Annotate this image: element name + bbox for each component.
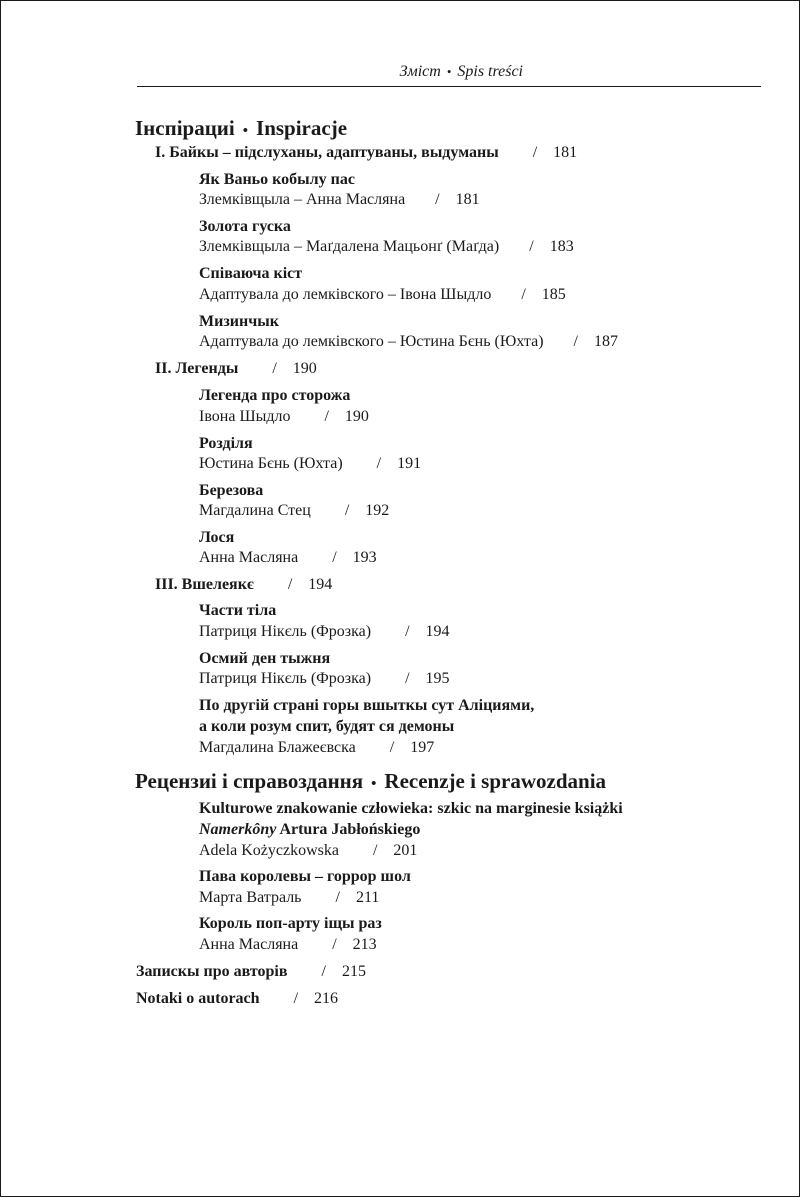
toc-entry-author-line bbox=[199, 738, 434, 758]
separator: / bbox=[529, 238, 534, 255]
page-number: 215 bbox=[341, 963, 366, 980]
toc-part-tales bbox=[155, 143, 577, 163]
toc-entry-author-line bbox=[199, 190, 480, 210]
page-number: 195 bbox=[425, 670, 450, 687]
toc-entry-title: Розділя bbox=[199, 435, 253, 452]
separator: / bbox=[372, 842, 378, 859]
separator: / bbox=[293, 990, 299, 1007]
page-number: 183 bbox=[549, 238, 574, 255]
toc-entry-author-line bbox=[199, 501, 389, 521]
entry-author: Патриця Нікєль (Фрозка) bbox=[199, 623, 372, 640]
toc-entry-author-line bbox=[199, 285, 566, 305]
separator: / bbox=[287, 576, 293, 593]
toc-entry-author-line bbox=[199, 935, 377, 955]
toc-part-misc bbox=[155, 575, 332, 595]
part-title: II. Легенды bbox=[155, 360, 239, 377]
section-heading-inspirations bbox=[135, 115, 347, 144]
separator: / bbox=[344, 502, 350, 519]
toc-entry-author-line bbox=[199, 888, 379, 908]
entry-author: Івона Шыдло bbox=[199, 408, 291, 425]
entry-author: Магдалина Блажеєвска bbox=[199, 739, 356, 756]
toc-entry-title-continued: а коли розум спит, будят ся демоны bbox=[199, 718, 455, 735]
page-number: 194 bbox=[425, 623, 450, 640]
header-rule bbox=[137, 86, 761, 87]
part-title: I. Байкы – підслуханы, адаптуваны, выдуманы bbox=[155, 144, 499, 161]
toc-entry-author-line bbox=[199, 622, 450, 642]
toc-notes-authors-ua bbox=[136, 962, 366, 982]
page-number: 181 bbox=[455, 191, 480, 208]
page-number: 201 bbox=[393, 842, 418, 859]
page-number: 192 bbox=[365, 502, 390, 519]
entry-author: Патриця Нікєль (Фрозка) bbox=[199, 670, 372, 687]
separator: / bbox=[335, 889, 340, 906]
toc-entry-title: Лося bbox=[199, 529, 235, 546]
toc-entry-title: Kulturowe znakowanie człowieka: szkic na marginesie książki bbox=[199, 800, 623, 817]
toc-entry-title: Березова bbox=[199, 482, 264, 499]
entry-author: Adela Kożyczkowska bbox=[199, 842, 339, 859]
section-bullet: • bbox=[242, 123, 249, 139]
toc-entry-title: Король поп-арту іщы раз bbox=[199, 915, 382, 932]
section-bullet: • bbox=[371, 776, 377, 792]
page-number: 193 bbox=[352, 549, 377, 566]
toc-entry-title: Осмий ден тыжня bbox=[199, 650, 331, 667]
separator: / bbox=[332, 936, 337, 953]
toc-entry-title: Співаюча кіст bbox=[199, 265, 303, 282]
running-head-right: Spis treści bbox=[457, 63, 523, 80]
toc-entry-title: Пава королевы – горрор шол bbox=[199, 868, 411, 885]
page-number: 213 bbox=[352, 936, 377, 953]
part-title: III. Вшелеякє bbox=[155, 576, 254, 593]
entry-author: Марта Ватраль bbox=[199, 889, 302, 906]
section-title-pl: Inspiracje bbox=[256, 116, 348, 140]
running-head bbox=[400, 63, 523, 81]
book-title-italic: Namerkôny bbox=[199, 821, 277, 838]
separator: / bbox=[272, 360, 277, 377]
page-number: 191 bbox=[397, 455, 422, 472]
entry-author: Юстина Бєнь (Юхта) bbox=[199, 455, 343, 472]
entry-author: Злемківщыла – Маґдалена Мацьонґ (Маґда) bbox=[199, 238, 500, 255]
toc-entry-author-line bbox=[199, 454, 421, 474]
entry-author: Злемківщыла – Анна Масляна bbox=[199, 191, 406, 208]
toc-entry-title: Легенда про сторожа bbox=[199, 387, 351, 404]
title-rest: Artura Jabłońskiego bbox=[276, 821, 421, 838]
separator: / bbox=[405, 670, 410, 687]
section-title-ua: Інспірациі bbox=[135, 116, 235, 140]
separator: / bbox=[389, 739, 395, 756]
page-number: 194 bbox=[308, 576, 333, 593]
entry-author: Адаптувала до лемківского – Івона Шыдло bbox=[199, 286, 492, 303]
separator: / bbox=[521, 286, 526, 303]
page-number: 197 bbox=[410, 739, 435, 756]
toc-entry-author-line bbox=[199, 669, 450, 689]
section-heading-reviews bbox=[135, 768, 606, 797]
entry-author: Магдалина Стец bbox=[199, 502, 311, 519]
page-number: 187 bbox=[593, 333, 618, 350]
toc-entry-title: Мизинчык bbox=[199, 313, 279, 330]
page-number: 211 bbox=[355, 889, 380, 906]
entry-author: Анна Масляна bbox=[199, 549, 299, 566]
toc-entry-author-line bbox=[199, 237, 574, 257]
section-title-ua: Рецензиі і справоздання bbox=[135, 769, 364, 793]
separator: / bbox=[532, 144, 538, 161]
separator: / bbox=[405, 623, 410, 640]
toc-entry-title: По другій страні горы вшыткы сут Аліциями, bbox=[199, 697, 535, 714]
entry-author: Анна Масляна bbox=[199, 936, 299, 953]
toc-entry-title: Части тіла bbox=[199, 602, 277, 619]
separator: / bbox=[435, 191, 440, 208]
toc-entry-title: Золота гуска bbox=[199, 218, 291, 235]
toc-part-legends bbox=[155, 359, 317, 379]
entry-author: Адаптувала до лемківского – Юстина Бєнь (Юхта) bbox=[199, 333, 544, 350]
separator: / bbox=[324, 408, 329, 425]
toc-entry-author-line bbox=[199, 332, 618, 352]
page-number: 190 bbox=[344, 408, 369, 425]
separator: / bbox=[376, 455, 382, 472]
separator: / bbox=[321, 963, 326, 980]
running-head-bullet: • bbox=[446, 64, 452, 79]
toc-entry-title: Як Ваньо кобылу пас bbox=[199, 171, 355, 188]
page-number: 181 bbox=[553, 144, 578, 161]
toc-entry-author-line bbox=[199, 841, 417, 861]
toc-notes-authors-pl bbox=[136, 989, 338, 1009]
page-number: 216 bbox=[314, 990, 339, 1007]
section-title-pl: Recenzje i sprawozdania bbox=[384, 769, 607, 793]
toc-entry-title-continued bbox=[199, 820, 420, 840]
toc-entry-author-line bbox=[199, 548, 377, 568]
notes-title: Notaki o autorach bbox=[136, 990, 260, 1007]
page-number: 190 bbox=[292, 360, 317, 377]
toc-entry-author-line bbox=[199, 407, 369, 427]
page-number: 185 bbox=[541, 286, 566, 303]
notes-title: Запискы про авторів bbox=[136, 963, 288, 980]
running-head-left: Зміст bbox=[399, 63, 441, 80]
separator: / bbox=[332, 549, 337, 566]
separator: / bbox=[573, 333, 578, 350]
